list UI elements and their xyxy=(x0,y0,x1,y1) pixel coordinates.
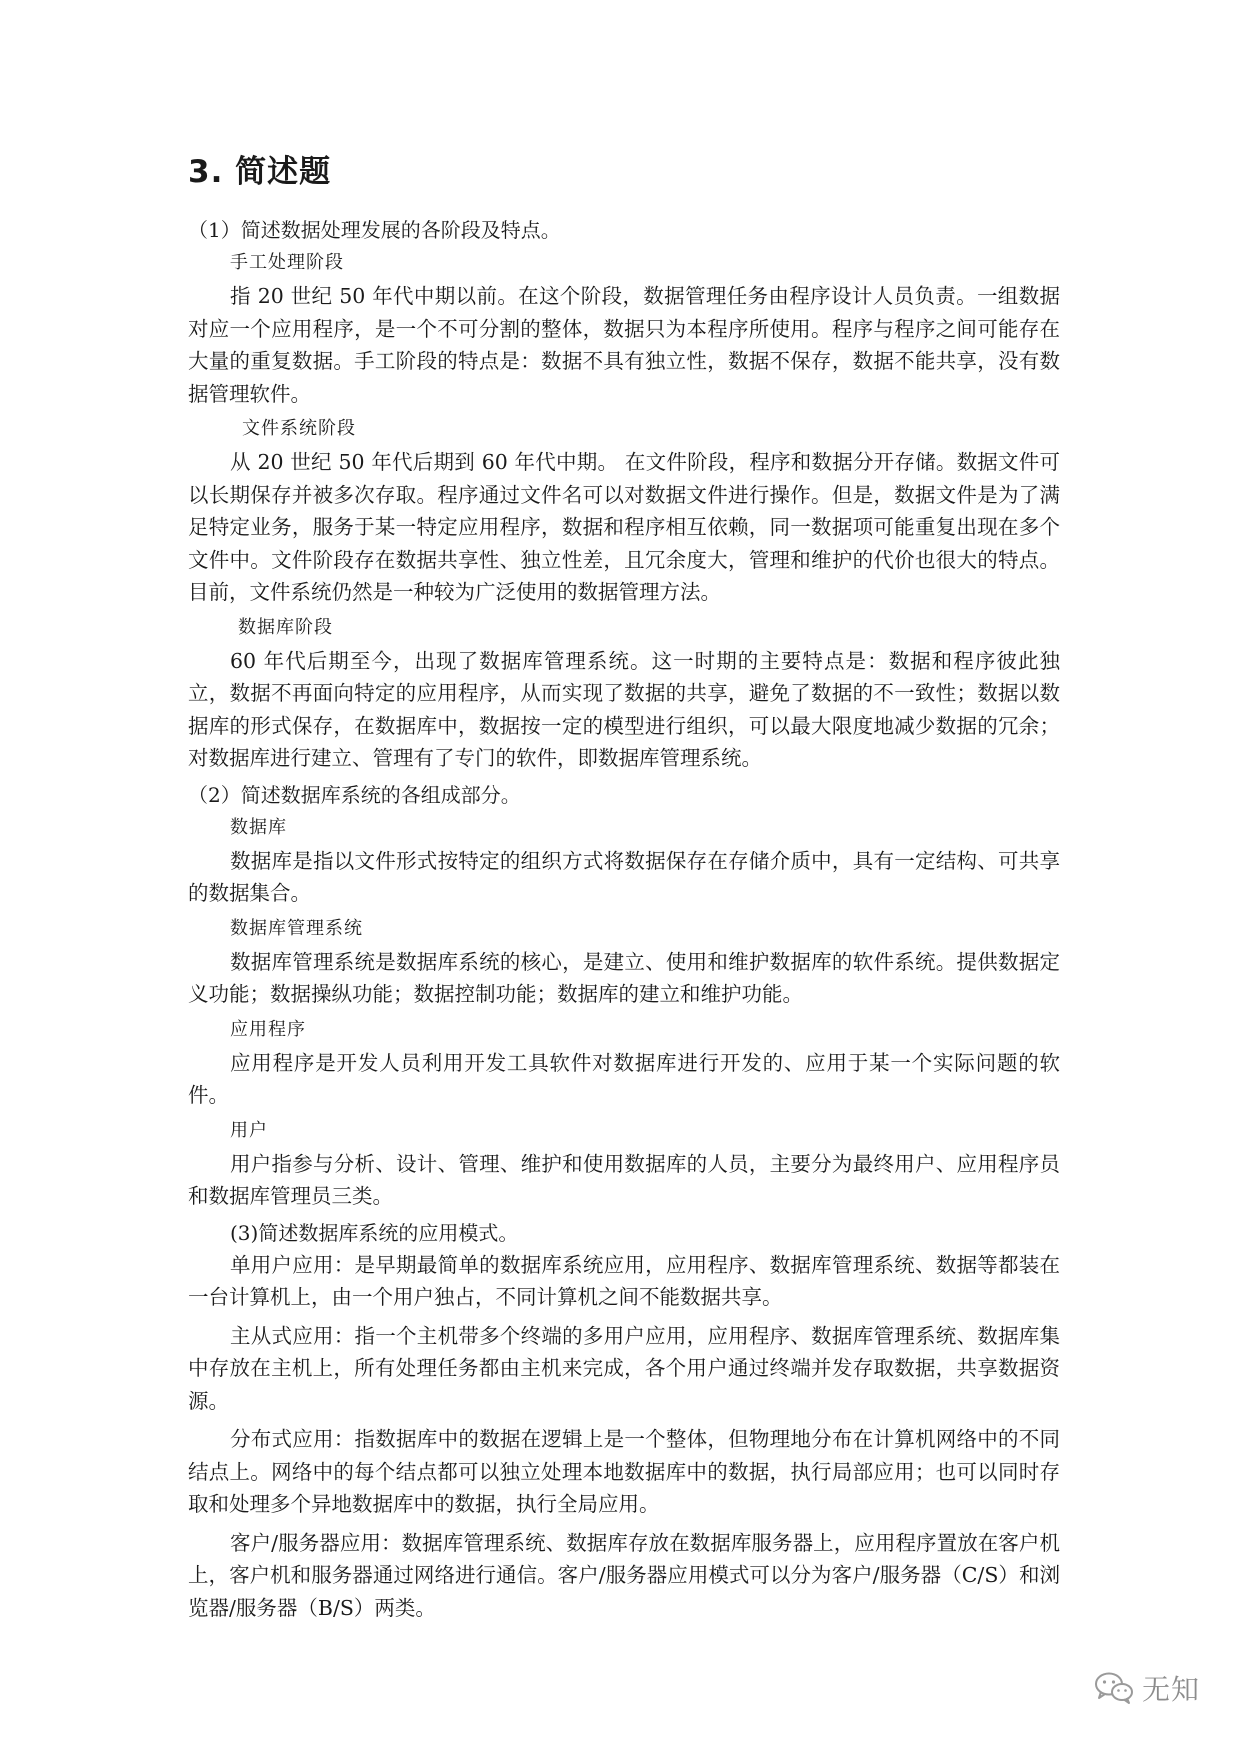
stage-2-heading: 文件系统阶段 xyxy=(242,418,356,439)
part-2-heading: 数据库管理系统 xyxy=(230,917,363,939)
part-3-text: 应用程序是开发人员利用开发工具软件对数据库进行开发的、应用于某一个实际问题的软件。 xyxy=(188,1050,1060,1107)
question-2: （2）简述数据库系统的各组成部分。 xyxy=(188,782,521,807)
part-4-heading: 用户 xyxy=(230,1119,268,1141)
stage-1-heading: 手工处理阶段 xyxy=(230,252,344,273)
stage-3-text: 60 年代后期至今，出现了数据库管理系统。这一时期的主要特点是：数据和程序彼此独立，数据不再面向特定的应用程序，从而实现了数据的共享，避免了数据的不一致性；数据以数据库的形式保存，在数据库中，数据按一定的模型进行组织，可以最大限度地减少数据的冗余；对数据库进行建立、管理有了专门的软件，即数据库管理系统。 xyxy=(188,648,1060,770)
mode-2-text: 主从式应用：指一个主机带多个终端的多用户应用，应用程序、数据库管理系统、数据库集中存放在主机上，所有处理任务都由主机来完成，各个用户通过终端并发存取数据，共享数据资源。 xyxy=(188,1323,1060,1413)
part-3-heading: 应用程序 xyxy=(230,1018,306,1040)
question-1: （1）简述数据处理发展的各阶段及特点。 xyxy=(188,218,561,242)
question-3: (3)简述数据库系统的应用模式。 xyxy=(230,1220,519,1245)
section-title: 3. 简述题 xyxy=(188,154,332,190)
part-1-heading: 数据库 xyxy=(230,816,287,838)
mode-1-text: 单用户应用：是早期最简单的数据库系统应用，应用程序、数据库管理系统、数据等都装在一台计算机上，由一个用户独占，不同计算机之间不能数据共享。 xyxy=(188,1252,1060,1309)
wechat-icon xyxy=(1094,1671,1134,1705)
mode-3-text: 分布式应用：指数据库中的数据在逻辑上是一个整体，但物理地分布在计算机网络中的不同结点上。网络中的每个结点都可以独立处理本地数据库中的数据，执行局部应用；也可以同时存取和处理多个异地数据库中的数据，执行全局应用。 xyxy=(188,1427,1060,1516)
part-4-text: 用户指参与分析、设计、管理、维护和使用数据库的人员，主要分为最终用户、应用程序员和数据库管理员三类。 xyxy=(188,1151,1060,1208)
stage-3-heading: 数据库阶段 xyxy=(238,616,333,638)
watermark xyxy=(1094,1668,1200,1708)
part-2-text: 数据库管理系统是数据库系统的核心，是建立、使用和维护数据库的软件系统。提供数据定义功能；数据操纵功能；数据控制功能；数据库的建立和维护功能。 xyxy=(188,949,1060,1006)
document-body xyxy=(188,152,1060,1630)
part-1-text: 数据库是指以文件形式按特定的组织方式将数据保存在存储介质中，具有一定结构、可共享的数据集合。 xyxy=(188,848,1060,905)
mode-4-text: 客户/服务器应用：数据库管理系统、数据库存放在数据库服务器上，应用程序置放在客户机上，客户机和服务器通过网络进行通信。客户/服务器应用模式可以分为客户/服务器（C/S）和浏览器/服务器（B/S）两类。 xyxy=(188,1530,1060,1620)
stage-1-text: 指 20 世纪 50 年代中期以前。在这个阶段，数据管理任务由程序设计人员负责。一组数据对应一个应用程序，是一个不可分割的整体，数据只为本程序所使用。程序与程序之间可能存在大量的重复数据。手工阶段的特点是：数据不具有独立性，数据不保存，数据不能共享，没有数据管理软件。 xyxy=(188,284,1060,406)
watermark-text: 无知 xyxy=(1141,1673,1200,1706)
stage-2-text: 从 20 世纪 50 年代后期到 60 年代中期。 在文件阶段，程序和数据分开存储。数据文件可以长期保存并被多次存取。程序通过文件名可以对数据文件进行操作。但是，数据文件是为了满足特定业务，服务于某一特定应用程序，数据和程序相互依赖，同一数据项可能重复出现在多个文件中。文件阶段存在数据共享性、独立性差，且冗余度大，管理和维护的代价也很大的特点。目前，文件系统仍然是一种较为广泛使用的数据管理方法。 xyxy=(188,450,1060,604)
